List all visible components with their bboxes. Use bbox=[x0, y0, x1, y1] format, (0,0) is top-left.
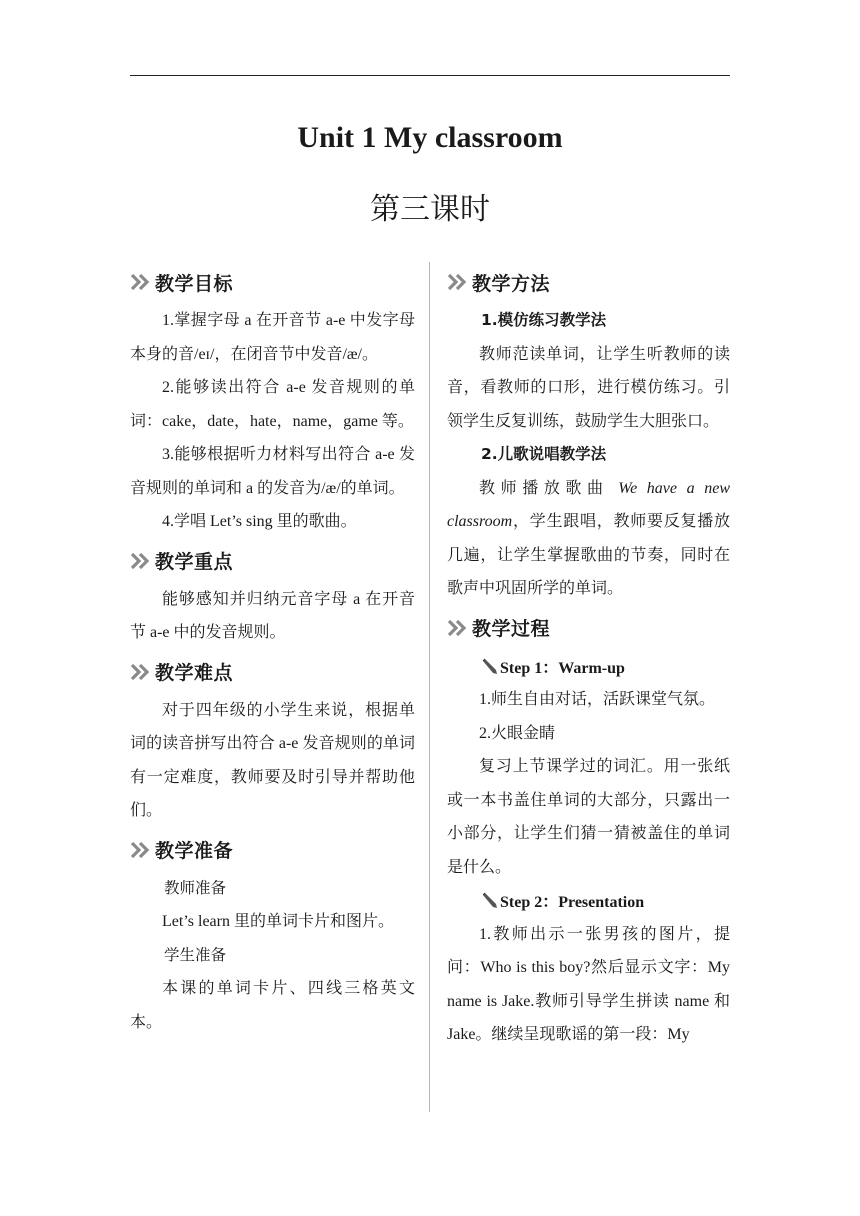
student-prep-text: 本课的单词卡片、四线三格英文本。 bbox=[130, 980, 415, 1031]
goal-item: 2.能够读出符合 a-e 发音规则的单词：cake，date，hate，name，game 等。 bbox=[130, 379, 415, 430]
step-1-text: Step 1：Warm-up bbox=[500, 659, 625, 677]
top-rule bbox=[130, 75, 730, 76]
double-chevron-icon bbox=[130, 662, 154, 682]
teacher-prep-text: Let’s learn 里的单词卡片和图片。 bbox=[162, 913, 394, 930]
double-chevron-icon bbox=[130, 551, 154, 571]
method-1-text: 教师范读单词，让学生听教师的读音，看教师的口形，进行模仿练习。引领学生反复训练，鼓励学生大胆张口。 bbox=[447, 345, 730, 430]
method-1-title: 1.模仿练习教学法 bbox=[481, 311, 607, 329]
goal-item: 3.能够根据听力材料写出符合 a-e 发音规则的单词和 a 的发音为/æ/的单词。 bbox=[130, 446, 415, 497]
step-2-text-body: 1.教师出示一张男孩的图片，提问：Who is this boy?然后显示文字：My name is Jake.教师引导学生拼读 name 和 Jake。继续呈现歌谣的第一段：My bbox=[447, 925, 730, 1043]
section-heading-text: 教学目标 bbox=[155, 272, 234, 295]
section-heading-text: 教学难点 bbox=[155, 662, 234, 684]
step-2-text: Step 2：Presentation bbox=[500, 894, 645, 912]
section-heading-text: 教学重点 bbox=[155, 551, 234, 573]
key-points-text: 能够感知并归纳元音字母 a 在开音节 a-e 中的发音规则。 bbox=[130, 590, 415, 641]
section-heading-text: 教学过程 bbox=[472, 618, 551, 640]
document-subtitle: 第三课时 bbox=[370, 192, 490, 227]
double-chevron-icon bbox=[130, 272, 154, 292]
goal-item: 4.学唱 Let’s sing 里的歌曲。 bbox=[162, 513, 357, 530]
step-1-label bbox=[447, 650, 730, 684]
section-heading-text: 教学准备 bbox=[155, 840, 234, 862]
section-heading-key-points bbox=[130, 545, 415, 577]
section-heading-process bbox=[447, 612, 730, 644]
student-prep-label: 学生准备 bbox=[164, 945, 227, 964]
double-chevron-icon bbox=[447, 272, 471, 292]
step-1-item: 2.火眼金睛 bbox=[479, 724, 556, 742]
method-2-text bbox=[447, 472, 730, 606]
section-heading-goals bbox=[130, 266, 415, 298]
section-heading-methods bbox=[447, 266, 730, 298]
right-column bbox=[447, 266, 730, 1052]
column-divider bbox=[429, 262, 430, 1112]
pencil-icon bbox=[481, 892, 498, 909]
method-2-title: 2.儿歌说唱教学法 bbox=[481, 445, 607, 463]
difficulties-text: 对于四年级的小学生来说，根据单词的读音拼写出符合 a-e 发音规则的单词有一定难度，教师要及时引导并帮助他们。 bbox=[130, 701, 415, 819]
pencil-icon bbox=[481, 658, 498, 675]
method-2-text-before: 教师播放歌曲 bbox=[479, 479, 619, 497]
section-heading-difficulties bbox=[130, 656, 415, 688]
left-column bbox=[130, 266, 415, 1039]
step-1-item: 1.师生自由对话，活跃课堂气氛。 bbox=[479, 691, 716, 708]
step-1-item: 复习上节课学过的词汇。用一张纸或一本书盖住单词的大部分，只露出一小部分，让学生们猜一猜被盖住的单词是什么。 bbox=[447, 758, 730, 876]
song-title: We have a new classroom bbox=[447, 479, 730, 530]
double-chevron-icon bbox=[130, 840, 154, 860]
double-chevron-icon bbox=[447, 618, 471, 638]
document-title: Unit 1 My classroom bbox=[297, 121, 563, 154]
section-heading-text: 教学方法 bbox=[472, 272, 551, 295]
step-2-label bbox=[447, 884, 730, 918]
teacher-prep-label: 教师准备 bbox=[164, 878, 227, 897]
section-heading-preparation bbox=[130, 834, 415, 866]
method-2-text-after: ，学生跟唱，教师要反复播放几遍，让学生掌握歌曲的节奏，同时在歌声中巩固所学的单词。 bbox=[447, 513, 730, 597]
goal-item: 1.掌握字母 a 在开音节 a-e 中发字母本身的音/eɪ/，在闭音节中发音/æ/。 bbox=[130, 312, 415, 363]
